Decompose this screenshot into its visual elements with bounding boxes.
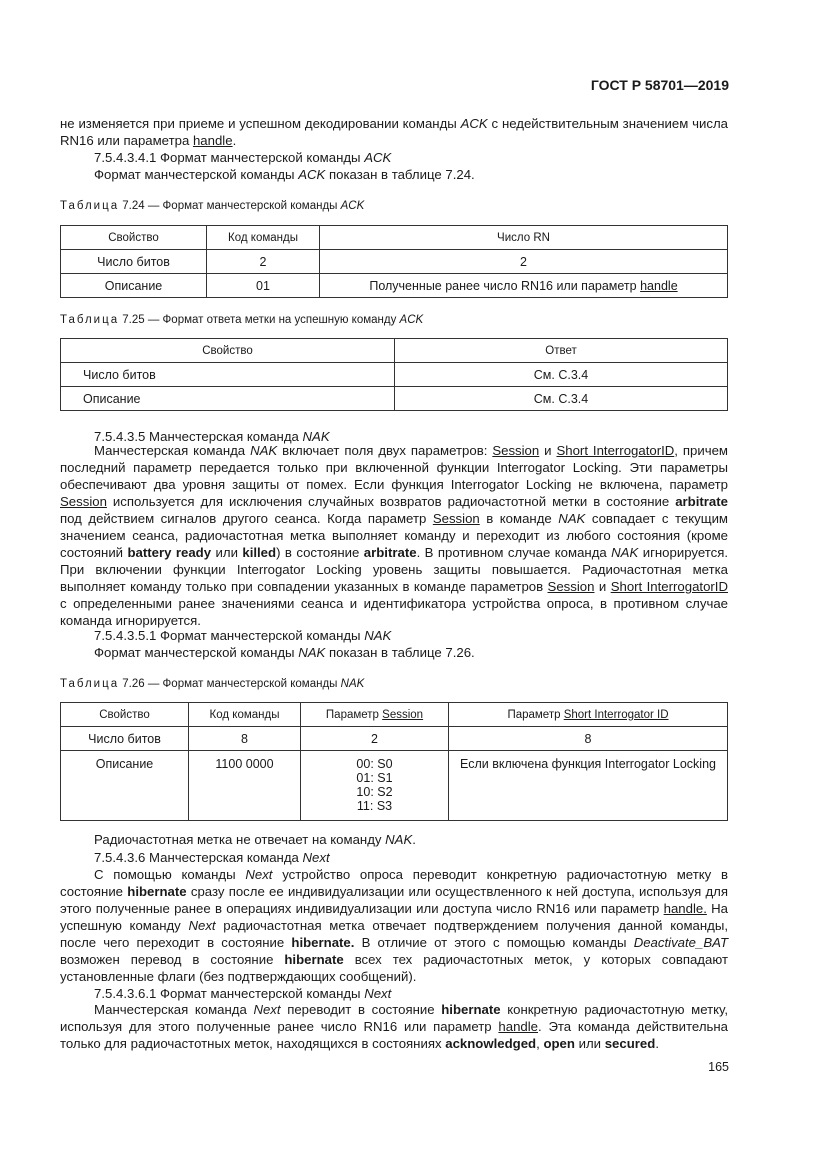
standard-header: ГОСТ Р 58701—2019 xyxy=(590,77,729,93)
page-number: 165 xyxy=(708,1060,729,1074)
next-description-paragraph: С помощью команды Next устройство опроса переводит конкретную радиочастотную метку в состояние hibernate сразу после ее индивидуализации или осуществленного к ней доступа, используя для этого полученные ранее в операциях индивидуализации или доступа число RN16 или параметр handle. На успешную команду Next радиочастотная метка отвечает подтверждением получения данной команды, после чего переходит в состояние hibernate. В отличие от этого с помощью команды Deactivate_BAT возможен перевод в состояние hibernate всех тех радиочастотных меток, у которых совпадают установленные флаги (без подтверждающих сообщений). xyxy=(60,867,729,984)
table-7-26-caption: Таблица 7.26 — Формат манчестерской команды NAK xyxy=(60,678,365,690)
table-7-26 xyxy=(60,702,728,821)
table-row: Описание См. С.3.4 xyxy=(61,387,728,411)
next-format-paragraph: Манчестерская команда Next переводит в состояние hibernate конкретную радиочастотную метку, используя для этого полученные ранее число RN16 или параметр handle. Эта команда действительна только для радиочастотных меток, находящихся в состояниях acknowledged, open или secured. xyxy=(60,1002,729,1051)
table-row: Число битов См. С.3.4 xyxy=(61,363,728,387)
table-7-25 xyxy=(60,338,728,411)
section-7-5-4-3-6-1-heading: 7.5.4.3.6.1 Формат манчестерской команды Next xyxy=(94,986,392,1001)
table-7-24 xyxy=(60,225,728,298)
section-7-5-4-3-4-1-heading: 7.5.4.3.4.1 Формат манчестерской команды ACK xyxy=(94,150,392,165)
table-row: Описание 1100 0000 00: S0 01: S1 10: S2 11: S3 Если включена функция Interrogator Locking xyxy=(61,751,728,821)
nak-no-reply-text: Радиочастотная метка не отвечает на команду NAK. xyxy=(94,832,416,847)
section-7-5-4-3-5-1-text: Формат манчестерской команды NAK показан в таблице 7.26. xyxy=(94,645,475,660)
table-header-row: Свойство Ответ xyxy=(61,339,728,363)
table-7-25-caption: Таблица 7.25 — Формат ответа метки на успешную команду ACK xyxy=(60,314,424,326)
section-7-5-4-3-6-heading: 7.5.4.3.6 Манчестерская команда Next xyxy=(94,850,330,865)
table-row: Число битов 8 2 8 xyxy=(61,727,728,751)
section-7-5-4-3-4-1-text: Формат манчестерской команды ACK показан в таблице 7.24. xyxy=(94,167,475,182)
table-row: Описание 01 Полученные ранее число RN16 или параметр handle xyxy=(61,274,728,298)
table-row: Число битов 2 2 xyxy=(61,250,728,274)
section-7-5-4-3-5-1-heading: 7.5.4.3.5.1 Формат манчестерской команды NAK xyxy=(94,628,392,643)
table-header-row: Свойство Код команды Число RN xyxy=(61,226,728,250)
section-7-5-4-3-5-heading: 7.5.4.3.5 Манчестерская команда NAK xyxy=(94,429,330,444)
table-header-row: Свойство Код команды Параметр Session Параметр Short Interrogator ID xyxy=(61,703,728,727)
nak-description-paragraph: Манчестерская команда NAK включает поля двух параметров: Session и Short InterrogatorID, причем последний параметр передается только при включенной функции Interrogator Locking. Эти параметры обеспечивают два уровня защиты от помех. Если функция Interrogator Locking не включена, параметр Session используется для исключения случайных возвратов радиочастотной метки в состояние arbitrate под действием сигналов другого сеанса. Когда параметр Session в команде NAK совпадает с текущим значением сеанса, радиочастотная метка выполняет команду и переходит из любого состояния (кроме состояний battery ready или killed) в состояние arbitrate. В противном случае команда NAK игнорируется. При включении функции Interrogator Locking уровень защиты повышается. Радиочастотная метка выполняет команду только при совпадении указанных в команде параметров Session и Short InterrogatorID с определенными ранее значениями сеанса и идентификатора устройства опроса, в противном случае команда игнорируется. xyxy=(60,443,729,628)
table-7-24-caption: Таблица 7.24 — Формат манчестерской команды ACK xyxy=(60,200,365,212)
intro-paragraph: не изменяется при приеме и успешном декодировании команды ACK с недействительным значением числа RN16 или параметра handle. xyxy=(60,116,728,148)
